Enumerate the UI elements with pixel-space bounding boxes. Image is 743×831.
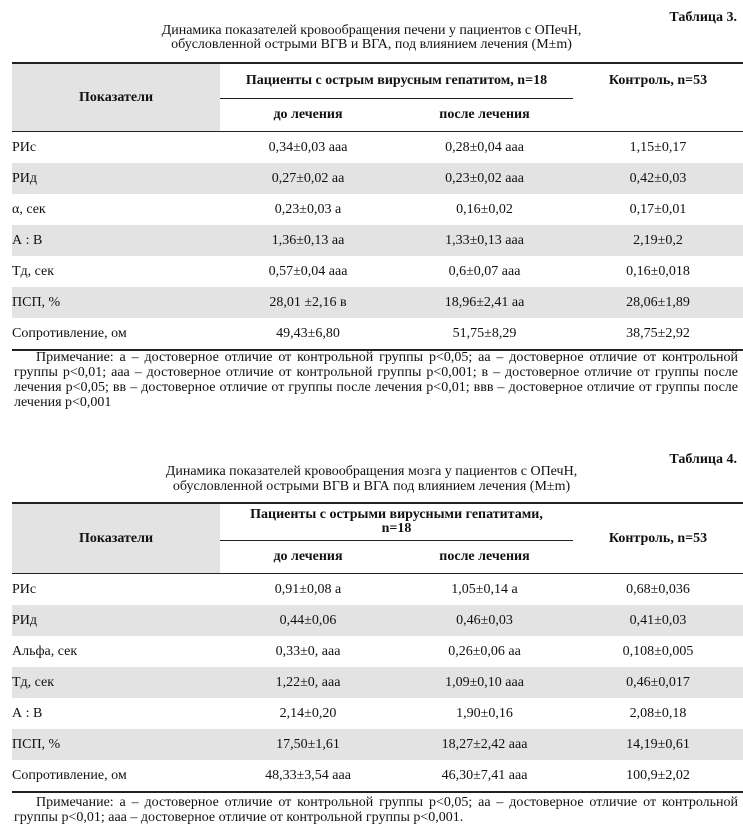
table-row: [12, 287, 743, 318]
cell-control: 2,08±0,18: [629, 705, 687, 721]
row-label: Альфа, сек: [12, 643, 78, 659]
cell-before: 0,34±0,03 ааа: [268, 139, 348, 155]
cell-before: 0,91±0,08 а: [274, 581, 342, 597]
table-row: [12, 225, 743, 256]
row-label: Сопротивление, ом: [12, 325, 127, 341]
row-label: Сопротивление, ом: [12, 767, 127, 783]
cell-after: 0,28±0,04 ааа: [445, 139, 524, 155]
table3-caption-line2: обусловленной острыми ВГВ и ВГА, под влиянием лечения (M±m): [171, 37, 572, 52]
table3-header-patients: Пациенты с острым вирусным гепатитом, n=18: [245, 73, 548, 88]
row-label: РИс: [12, 139, 37, 155]
cell-after: 18,96±2,41 аа: [396, 287, 573, 318]
table4-header-patients: [220, 503, 573, 541]
table3-header-control: Контроль, n=53: [608, 73, 708, 89]
cell-after: 1,90±0,16: [456, 705, 513, 721]
cell-after: 46,30±7,41 ааа: [441, 767, 528, 783]
cell-before: 2,14±0,20: [279, 705, 337, 721]
cell-after: 0,46±0,03: [396, 605, 573, 636]
cell-after: 0,6±0,07 ааа: [448, 263, 521, 279]
cell-after: 0,23±0,02 ааа: [396, 163, 573, 194]
table4-number: Таблица 4.: [669, 452, 737, 467]
table3-number: Таблица 3.: [669, 10, 737, 25]
row-label: ПСП, %: [12, 729, 220, 760]
table-row: [12, 760, 743, 792]
cell-control: 0,68±0,036: [626, 581, 690, 597]
table4-caption-line1: Динамика показателей кровообращения мозга у пациентов с ОПечН,: [165, 464, 578, 479]
table-row: [12, 698, 743, 729]
table3-header-before: до лечения: [220, 99, 396, 132]
cell-after: 1,33±0,13 ааа: [396, 225, 573, 256]
cell-control: 1,15±0,17: [629, 139, 687, 155]
cell-before: 49,43±6,80: [276, 325, 340, 341]
row-label: α, сек: [12, 201, 46, 217]
cell-before: 17,50±1,61: [220, 729, 396, 760]
cell-after: 0,16±0,02: [456, 201, 513, 217]
cell-before: 0,44±0,06: [220, 605, 396, 636]
table-row: [12, 574, 743, 606]
table3-header-after: после лечения: [396, 99, 573, 132]
table-row: [12, 636, 743, 667]
table4-header-after: после лечения: [396, 541, 573, 574]
cell-control: 100,9±2,02: [626, 767, 690, 783]
cell-before: 0,27±0,02 аа: [220, 163, 396, 194]
table4-caption-line2: обусловленной острыми ВГВ и ВГА под влиянием лечения (M±m): [172, 479, 571, 494]
cell-after: 51,75±8,29: [452, 325, 517, 341]
table-row: [12, 667, 743, 698]
cell-after: 0,26±0,06 аа: [448, 643, 521, 659]
cell-control: 0,108±0,005: [622, 643, 694, 659]
row-label: Тд, сек: [12, 667, 220, 698]
table4-note: Примечание: а – достоверное отличие от контрольной группы р<0,05; аа – достоверное отличие от контрольной группы р<0,01; ааа – достоверное отличие от контрольной группы р<0,001.: [14, 795, 738, 825]
cell-before: 0,23±0,03 а: [274, 201, 342, 217]
cell-after: 1,09±0,10 ааа: [396, 667, 573, 698]
table4-header-control: Контроль, n=53: [608, 530, 708, 546]
cell-before: 0,57±0,04 ааа: [268, 263, 348, 279]
table-row: [12, 194, 743, 225]
cell-control: 0,46±0,017: [573, 667, 743, 698]
cell-control: 38,75±2,92: [626, 325, 690, 341]
row-label: Тд, сек: [12, 263, 55, 279]
cell-before: 1,22±0, ааа: [220, 667, 396, 698]
row-label: А : В: [12, 225, 220, 256]
table3: [12, 62, 743, 351]
table4: [12, 502, 743, 793]
cell-after: 1,05±0,14 а: [451, 581, 518, 597]
table-row: [12, 163, 743, 194]
table3-caption-line1: Динамика показателей кровообращения печени у пациентов с ОПечН,: [161, 23, 582, 38]
row-label: РИд: [12, 605, 220, 636]
table-row: [12, 132, 743, 164]
table-row: [12, 605, 743, 636]
cell-before: 0,33±0, ааа: [275, 643, 341, 659]
row-label: РИс: [12, 581, 37, 597]
cell-before: 28,01 ±2,16 в: [220, 287, 396, 318]
cell-control: 14,19±0,61: [573, 729, 743, 760]
table-row: [12, 256, 743, 287]
cell-control: 2,19±0,2: [573, 225, 743, 256]
table4-header-indicators: Показатели: [12, 503, 220, 574]
table4-header-patients-line2: n=18: [381, 521, 412, 536]
table3-note: Примечание: а – достоверное отличие от контрольной группы р<0,05; аа – достоверное отличие от контрольной группы р<0,01; ааа – достоверное отличие от контрольной группы р<0,001; в – достоверное отличие от группы после лечения р<0,05; вв – достоверное отличие от группы после лечения р<0,01; ввв – достоверное отличие от группы после лечения р<0,001: [14, 350, 738, 410]
row-label: А : В: [12, 705, 43, 721]
cell-before: 48,33±3,54 ааа: [265, 767, 351, 783]
table4-header-patients-line1: Пациенты с острыми вирусными гепатитами,: [250, 507, 543, 522]
row-label: РИд: [12, 163, 220, 194]
cell-control: 0,16±0,018: [626, 263, 690, 279]
cell-before: 1,36±0,13 аа: [220, 225, 396, 256]
table3-header-indicators: Показатели: [12, 63, 220, 132]
cell-control: 28,06±1,89: [573, 287, 743, 318]
table-row: [12, 318, 743, 350]
cell-control: 0,17±0,01: [629, 201, 687, 217]
cell-after: 18,27±2,42 ааа: [396, 729, 573, 760]
cell-control: 0,41±0,03: [573, 605, 743, 636]
cell-control: 0,42±0,03: [573, 163, 743, 194]
table4-header-before: до лечения: [220, 541, 396, 574]
table-row: [12, 729, 743, 760]
row-label: ПСП, %: [12, 287, 220, 318]
